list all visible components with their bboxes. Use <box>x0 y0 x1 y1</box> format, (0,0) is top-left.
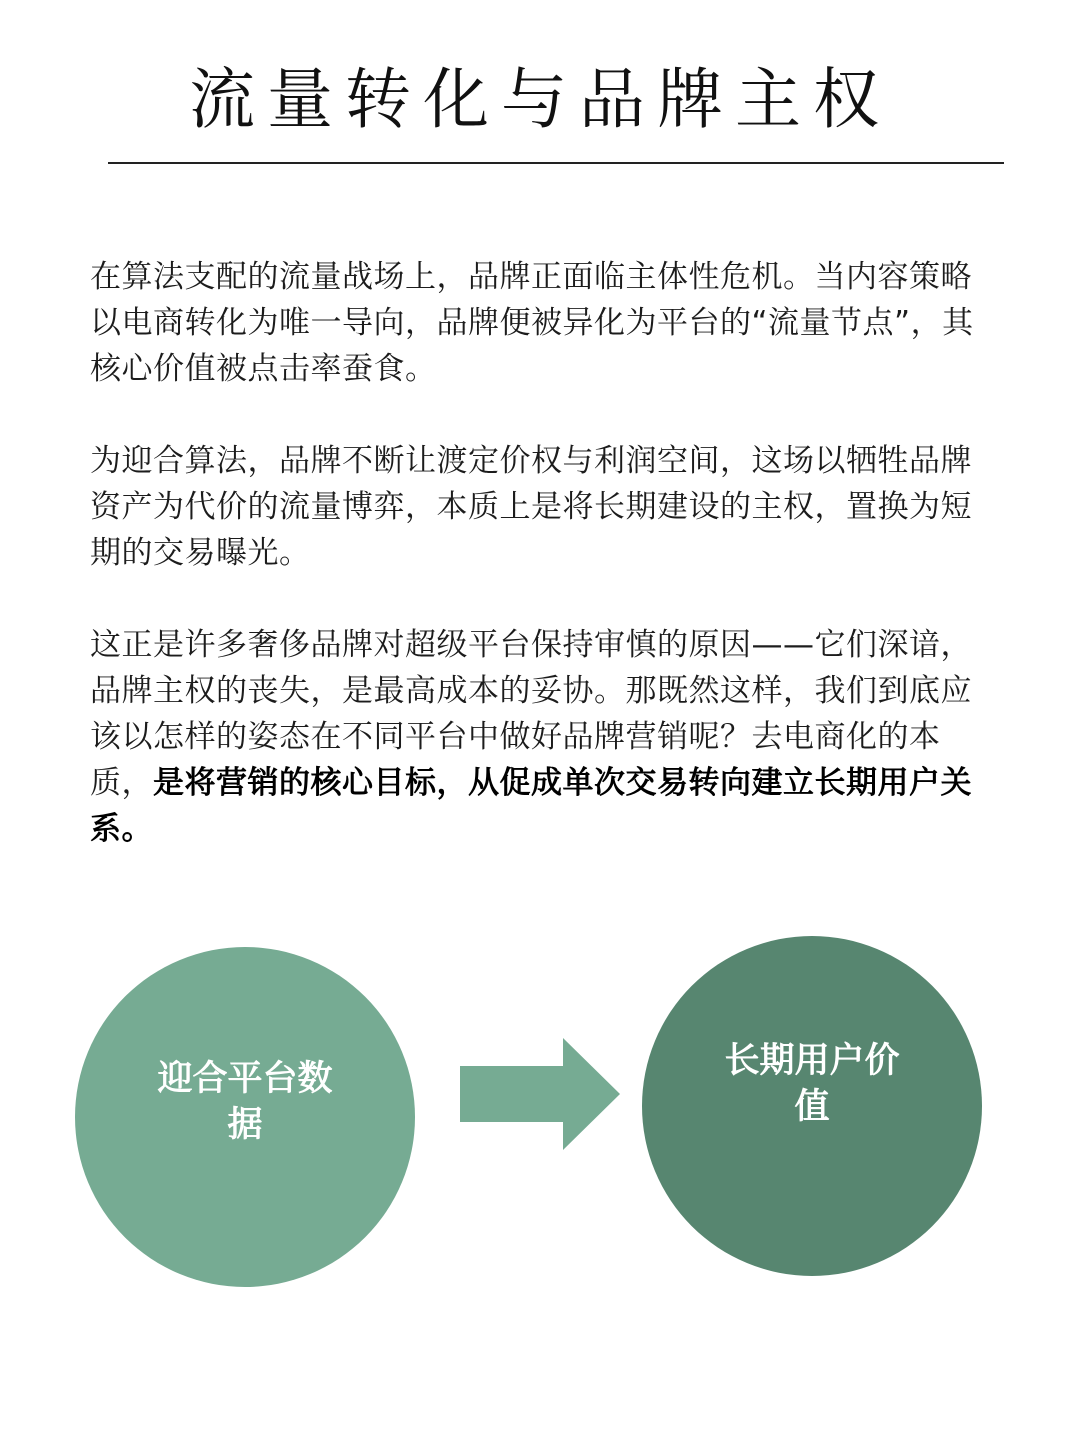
source-circle <box>75 947 415 1287</box>
paragraph-1: 在算法支配的流量战场上，品牌正面临主体性危机。当内容策略以电商转化为唯一导向，品牌便被异化为平台的“流量节点”，其核心价值被点击率蚕食。 <box>90 259 974 387</box>
paragraph-3-emphasis: 是将营销的核心目标，从促成单次交易转向建立长期用户关系。 <box>90 765 972 847</box>
title-divider <box>108 162 1004 164</box>
source-circle-label: 迎合平台数据 <box>157 1059 333 1145</box>
paragraph-3-text: 这正是许多奢侈品牌对超级平台保持审慎的原因——它们深谙，品牌主权的丧失，是最高成本的妥协。那既然这样，我们到底应该以怎样的姿态在不同平台中做好品牌营销呢？去电商化的本质， <box>90 627 972 801</box>
target-circle <box>642 936 982 1276</box>
right-arrow-icon <box>460 1036 622 1152</box>
paragraph-3 <box>90 622 990 852</box>
page-title: 流量转化与品牌主权 <box>189 61 891 138</box>
paragraph-2: 为迎合算法，品牌不断让渡定价权与利润空间，这场以牺牲品牌资产为代价的流量博弈，本质上是将长期建设的主权，置换为短期的交易曝光。 <box>90 443 972 571</box>
target-circle-label: 长期用户价值 <box>724 1040 900 1127</box>
